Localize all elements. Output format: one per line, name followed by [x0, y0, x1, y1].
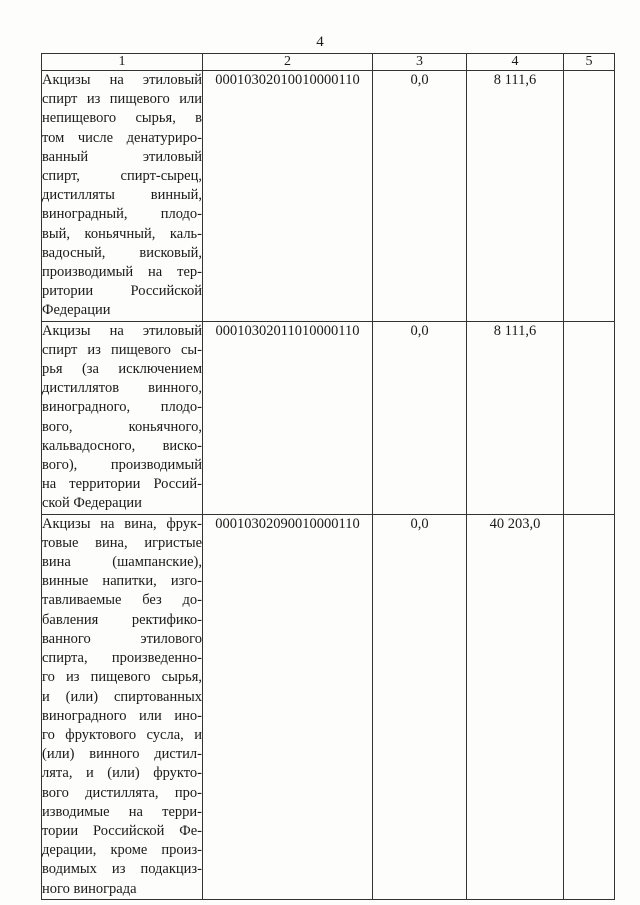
tax-name-line: ритории Российской [42, 283, 202, 300]
tax-name-line: вого, коньячного, [42, 418, 202, 435]
tax-name-line: виноградного или ино- [42, 707, 202, 724]
value-col3-cell: 0,0 [373, 321, 467, 514]
tax-name-cell [42, 321, 203, 514]
tax-name-line: (или) винного дистил- [42, 746, 202, 763]
tax-name-line: непищевого сырья, в [42, 110, 202, 127]
tax-name-line: ской Федерации [42, 495, 142, 512]
tax-name-line: Акцизы на этиловый [42, 72, 202, 88]
tax-name-line: водимых из подакциз- [42, 861, 202, 878]
tax-name-line: рья (за исключением [42, 361, 202, 378]
tax-name-line: дерации, кроме произ- [42, 842, 202, 859]
tax-name-line: спирт из пищевого сы- [42, 341, 202, 358]
tax-name-line: го фруктового сусла, и [42, 726, 202, 743]
value-col4-cell: 40 203,0 [467, 514, 564, 899]
tax-name-line: тории Российской Фе- [42, 822, 202, 839]
value-col5-cell [564, 71, 615, 322]
tax-name-line: дистилляты винный, [42, 187, 202, 204]
table-row [42, 71, 615, 322]
tax-name-line: Акцизы на вина, фрук- [42, 515, 202, 532]
value-col5-cell [564, 321, 615, 514]
tax-name-line: спирт, спирт-сырец, [42, 168, 202, 185]
table-row [42, 321, 615, 514]
classification-code-cell: 00010302090010000110 [203, 514, 373, 899]
tax-name-line: и (или) спиртованных [42, 688, 202, 705]
tax-name-line: спирт из пищевого или [42, 91, 202, 108]
tax-name-line: Акцизы на этиловый [42, 322, 202, 339]
tax-name-line: вадосный, висковый, [42, 244, 202, 261]
value-col4-cell: 8 111,6 [467, 71, 564, 322]
tax-name-line: вого дистиллята, про- [42, 784, 202, 801]
tax-name-line: ванный этиловый [42, 148, 202, 165]
tax-name-line: спирта, произведенно- [42, 650, 202, 667]
tax-name-line: виноградного, плодо- [42, 399, 202, 416]
page-number: 4 [316, 34, 324, 50]
tax-name-line: вый, коньячный, каль- [42, 225, 202, 242]
tax-name-line: вого), производимый [42, 457, 202, 474]
tax-name-line: ного винограда [42, 880, 137, 897]
classification-code-cell: 00010302010010000110 [203, 71, 373, 322]
column-header-2: 2 [203, 54, 373, 71]
column-header-3: 3 [373, 54, 467, 71]
tax-name-line: винные напитки, изго- [42, 573, 202, 590]
classification-code-cell: 00010302011010000110 [203, 321, 373, 514]
table-row [42, 514, 615, 899]
value-col3-cell: 0,0 [373, 514, 467, 899]
tax-name-line: товые вина, игристые [42, 534, 202, 551]
value-col3-cell: 0,0 [373, 71, 467, 322]
tax-name-line: бавления ректифико- [42, 611, 202, 628]
tax-name-line: кальвадосного, виско- [42, 437, 202, 454]
tax-name-line: том числе денатуриро- [42, 129, 202, 146]
tax-name-line: вина (шампанские), [42, 554, 202, 571]
tax-name-line: го из пищевого сырья, [42, 669, 202, 686]
tax-name-line: Федерации [42, 302, 111, 319]
column-header-1: 1 [42, 54, 203, 71]
tax-name-line: виноградный, плодо- [42, 206, 202, 223]
tax-name-cell [42, 71, 203, 322]
tax-name-line: лята, и (или) фрукто- [42, 765, 202, 782]
tax-name-line: тавливаемые без до- [42, 592, 202, 609]
tax-name-line: на территории Россий- [42, 476, 202, 493]
value-col4-cell: 8 111,6 [467, 321, 564, 514]
tax-name-cell [42, 514, 203, 899]
tax-name-line: ванного этилового [42, 630, 202, 647]
tax-name-line: изводимые на терри- [42, 803, 202, 820]
header-row [42, 54, 615, 71]
value-col5-cell [564, 514, 615, 899]
column-header-5: 5 [564, 54, 615, 71]
column-header-4: 4 [467, 54, 564, 71]
budget-table [41, 53, 615, 900]
tax-name-line: производимый на тер- [42, 264, 202, 281]
tax-name-line: дистиллятов винного, [42, 380, 202, 397]
